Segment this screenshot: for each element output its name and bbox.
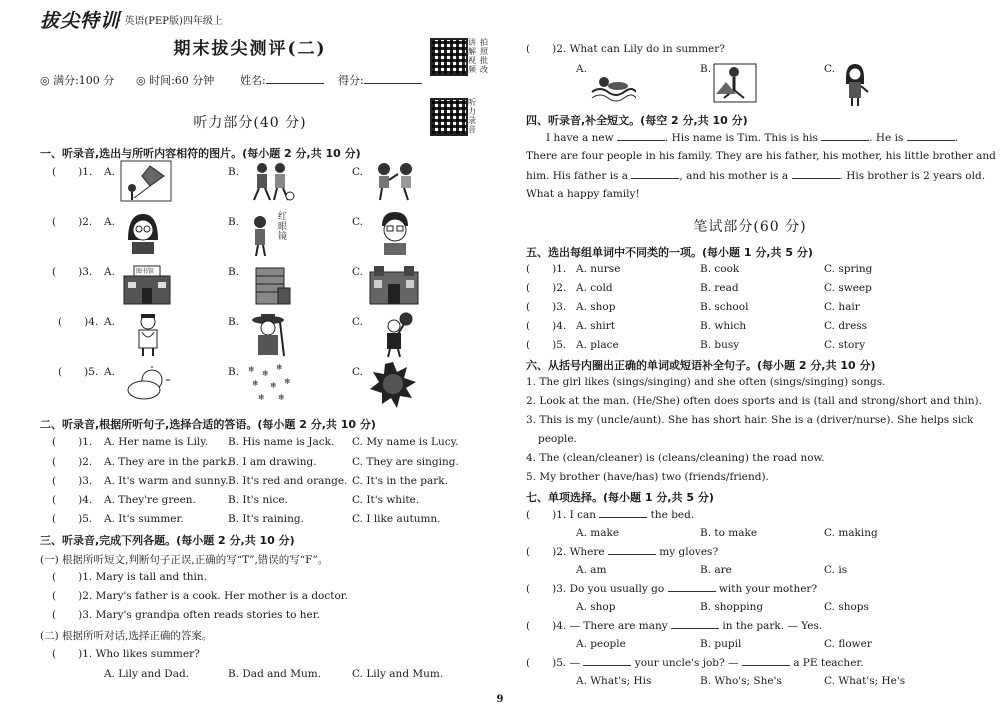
part4-heading: 四、听录音,补全短文。(每空 2 分,共 10 分)	[526, 114, 748, 127]
cloudy-picture	[124, 364, 174, 404]
part5-q4: ( )4.	[526, 320, 567, 332]
part2-q5: ( )5.	[52, 513, 93, 525]
part2-q4-c: C. It's white.	[352, 494, 420, 506]
part2-q3-a: A. It's warm and sunny.	[104, 475, 229, 487]
tf-q3: ( )3. Mary's grandpa often reads stories to her.	[52, 609, 320, 621]
part7-q3-b: B. shopping	[700, 601, 764, 613]
part3-sub1: (一) 根据所听短文,判断句子正误,正确的写“T”,错误的写“F”。	[40, 554, 329, 566]
part3-heading: 三、听录音,完成下列各题。(每小题 2 分,共 10 分)	[40, 534, 295, 547]
part7-q2-c: C. is	[824, 564, 848, 576]
part2-q2: ( )2.	[52, 456, 93, 468]
part2-q3-c: C. It's in the park.	[352, 475, 449, 487]
part2-q4-a: A. They're green.	[104, 494, 196, 506]
part5-q4-b: B. which	[700, 320, 747, 332]
part7-q1: ( )1. I can the bed.	[526, 509, 695, 521]
library-sign-text: 图书馆	[136, 268, 155, 275]
part2-q4-b: B. It's nice.	[228, 494, 288, 506]
part6-s3: 3. This is my (uncle/aunt). She has short hair. She is a (driver/nurse). She helps sick	[526, 414, 974, 426]
part5-q3-c: C. hair	[824, 301, 860, 313]
part7-q5: ( )5. — your uncle's job? — a PE teacher.	[526, 657, 864, 669]
exam-title: 期末拔尖测评(二)	[173, 39, 327, 59]
svg-text:❄: ❄	[262, 369, 269, 378]
qr-label-grade: 拍照批改	[480, 38, 488, 74]
dialog-q1-b: B. Dad and Mum.	[228, 668, 322, 680]
part2-q1-b: B. His name is Jack.	[228, 436, 335, 448]
part5-q2-a: A. cold	[576, 282, 613, 294]
part1-opt-c-5: C.	[352, 366, 363, 378]
part7-q1-b: B. to make	[700, 527, 758, 539]
part7-q4-a: A. people	[576, 638, 626, 650]
part2-heading: 二、听录音,根据所听句子,选择合适的答语。(每小题 2 分,共 10 分)	[40, 418, 376, 431]
part1-opt-c-3: C.	[352, 266, 363, 278]
part1-num-4: ( )4.	[58, 316, 99, 328]
part7-q2-a: A. am	[576, 564, 607, 576]
tf-q2: ( )2. Mary's father is a cook. Her mother is a doctor.	[52, 590, 349, 602]
name-label: 姓名:	[240, 72, 324, 88]
part1-opt-a-5: A.	[104, 366, 115, 378]
part1-opt-b-5: B.	[228, 366, 240, 378]
part1-opt-c-4: C.	[352, 316, 363, 328]
part7-q5-b: B. Who's; She's	[700, 675, 782, 687]
part2-q3-b: B. It's red and orange.	[228, 475, 348, 487]
svg-text:❄: ❄	[252, 379, 259, 388]
part1-num-1: ( )1.	[52, 166, 93, 178]
school-picture	[368, 262, 420, 308]
dialog-q1-a: A. Lily and Dad.	[104, 668, 190, 680]
part5-q1: ( )1.	[526, 263, 567, 275]
part1-heading: 一、听录音,选出与所听内容相符的图片。(每小题 2 分,共 10 分)	[40, 147, 361, 160]
snowy-picture	[244, 362, 294, 406]
qr-label-video: 讲解视频	[468, 38, 476, 74]
bookstore-picture	[248, 262, 294, 308]
time-limit: ◎ 时间:60 分钟	[136, 74, 215, 87]
man-glasses-picture	[372, 210, 418, 256]
basketball-player-picture	[376, 312, 416, 358]
part2-q1-c: C. My name is Lucy.	[352, 436, 459, 448]
svg-text:❄: ❄	[284, 377, 291, 386]
svg-text:❄: ❄	[270, 381, 277, 390]
passage-line-3: him. His father is a , and his mother is a . His brother is 2 years old.	[526, 170, 986, 182]
part2-q3: ( )3.	[52, 475, 93, 487]
sunny-picture	[370, 362, 416, 408]
part7-q1-a: A. make	[576, 527, 620, 539]
part5-q1-c: C. spring	[824, 263, 873, 275]
part7-q3: ( )3. Do you usually go with your mother?	[526, 583, 818, 595]
passage-line-2: There are four people in his family. They are his father, his mother, his little brother and	[526, 150, 996, 162]
part7-q1-c: C. making	[824, 527, 878, 539]
part1-opt-a-2: A.	[104, 216, 115, 228]
passage-line-4: What a happy family!	[526, 188, 640, 200]
part2-q5-c: C. I like autumn.	[352, 513, 441, 525]
part5-q5: ( )5.	[526, 339, 567, 351]
part6-s3-cont: people.	[538, 433, 577, 445]
part5-q3-b: B. school	[700, 301, 749, 313]
writing-title: 笔试部分(60 分)	[693, 219, 807, 235]
part7-q4: ( )4. — There are many in the park. — Yes.	[526, 620, 823, 632]
part2-q1-a: A. Her name is Lily.	[104, 436, 209, 448]
part5-q3-a: A. shop	[576, 301, 616, 313]
part5-q2-c: C. sweep	[824, 282, 872, 294]
part6-s2: 2. Look at the man. (He/She) often does sports and is (tall and strong/short and thin).	[526, 395, 982, 407]
page-number: 9	[496, 694, 504, 705]
part1-num-3: ( )3.	[52, 266, 93, 278]
svg-text:❄: ❄	[276, 363, 283, 372]
part1-opt-b-1: B.	[228, 166, 240, 178]
svg-text:❄: ❄	[258, 393, 265, 402]
part2-q5-b: B. It's raining.	[228, 513, 304, 525]
part1-opt-c-1: C.	[352, 166, 363, 178]
woman-glasses-picture	[120, 210, 166, 256]
right-page	[500, 0, 1000, 712]
listening-title: 听力部分(40 分)	[193, 115, 307, 131]
part1-num-2: ( )2.	[52, 216, 93, 228]
part2-q1: ( )1.	[52, 436, 93, 448]
part6-s4: 4. The (clean/cleaner) is (cleans/cleaning) the road now.	[526, 452, 825, 464]
part5-q4-c: C. dress	[824, 320, 868, 332]
part1-opt-b-2: B.	[228, 216, 240, 228]
part5-q3: ( )3.	[526, 301, 567, 313]
part1-num-5: ( )5.	[58, 366, 99, 378]
farmer-picture	[244, 312, 292, 358]
part1-opt-a-4: A.	[104, 316, 115, 328]
part5-q5-c: C. story	[824, 339, 866, 351]
part1-opt-a-1: A.	[104, 166, 115, 178]
tf-q1: ( )1. Mary is tall and thin.	[52, 571, 208, 583]
qr-code-video	[430, 38, 468, 76]
part7-heading: 七、单项选择。(每小题 1 分,共 5 分)	[526, 491, 714, 504]
part5-q1-a: A. nurse	[576, 263, 621, 275]
edition-label: · 英语(PEP版)四年级上	[118, 16, 223, 27]
part5-q1-b: B. cook	[700, 263, 740, 275]
part7-q2-b: B. are	[700, 564, 732, 576]
glasses-sign-text: 红眼镜	[278, 212, 288, 242]
part1-opt-a-3: A.	[104, 266, 115, 278]
part1-opt-b-4: B.	[228, 316, 240, 328]
passage-line-1: I have a new . His name is Tim. This is his . He is .	[546, 132, 959, 144]
dialog-q2-c: C.	[824, 63, 835, 75]
part5-heading: 五、选出每组单词中不同类的一项。(每小题 1 分,共 5 分)	[526, 246, 813, 259]
football-picture	[244, 160, 296, 202]
skating-picture	[712, 62, 758, 104]
part2-q2-a: A. They are in the park.	[104, 456, 231, 468]
girl-picture	[840, 62, 870, 106]
part6-s5: 5. My brother (have/has) two (friends/friend).	[526, 471, 769, 483]
part6-s1: 1. The girl likes (sings/singing) and she often (sings/singing) songs.	[526, 376, 886, 388]
part7-q3-a: A. shop	[576, 601, 616, 613]
part2-q5-a: A. It's summer.	[104, 513, 184, 525]
doctor-picture	[128, 312, 168, 358]
part7-q5-a: A. What's; His	[576, 675, 652, 687]
dancing-picture	[368, 160, 420, 202]
part1-opt-c-2: C.	[352, 216, 363, 228]
svg-text:❄: ❄	[278, 393, 285, 402]
part7-q5-c: C. What's; He's	[824, 675, 906, 687]
part5-q5-b: B. busy	[700, 339, 740, 351]
swimming-picture	[590, 62, 636, 102]
part7-q3-c: C. shops	[824, 601, 869, 613]
part2-q2-c: C. They are singing.	[352, 456, 459, 468]
part5-q5-a: A. place	[576, 339, 619, 351]
total-score: ◎ 满分:100 分	[40, 74, 115, 87]
part2-q4: ( )4.	[52, 494, 93, 506]
part3-sub2: (二) 根据所听对话,选择正确的答案。	[40, 630, 213, 642]
dialog-q2-b: B.	[700, 63, 712, 75]
brand-logo: 拔尖特训	[40, 10, 121, 32]
part2-q2-b: B. I am drawing.	[228, 456, 317, 468]
part6-heading: 六、从括号内圈出正确的单词或短语补全句子。(每小题 2 分,共 10 分)	[526, 359, 876, 372]
part7-q4-c: C. flower	[824, 638, 872, 650]
dialog-q1: ( )1. Who likes summer?	[52, 648, 200, 660]
score-label: 得分:	[338, 72, 422, 88]
part5-q2: ( )2.	[526, 282, 567, 294]
svg-text:❄: ❄	[248, 365, 255, 374]
part5-q2-b: B. read	[700, 282, 739, 294]
part5-q4-a: A. shirt	[576, 320, 616, 332]
dialog-q2-a: A.	[576, 63, 587, 75]
part7-q2: ( )2. Where my gloves?	[526, 546, 719, 558]
qr-label-audio: 听力录音	[468, 98, 476, 134]
part1-opt-b-3: B.	[228, 266, 240, 278]
part7-q4-b: B. pupil	[700, 638, 742, 650]
kite-picture	[120, 160, 172, 202]
dialog-q1-c: C. Lily and Mum.	[352, 668, 444, 680]
dialog-q2: ( )2. What can Lily do in summer?	[526, 43, 725, 55]
